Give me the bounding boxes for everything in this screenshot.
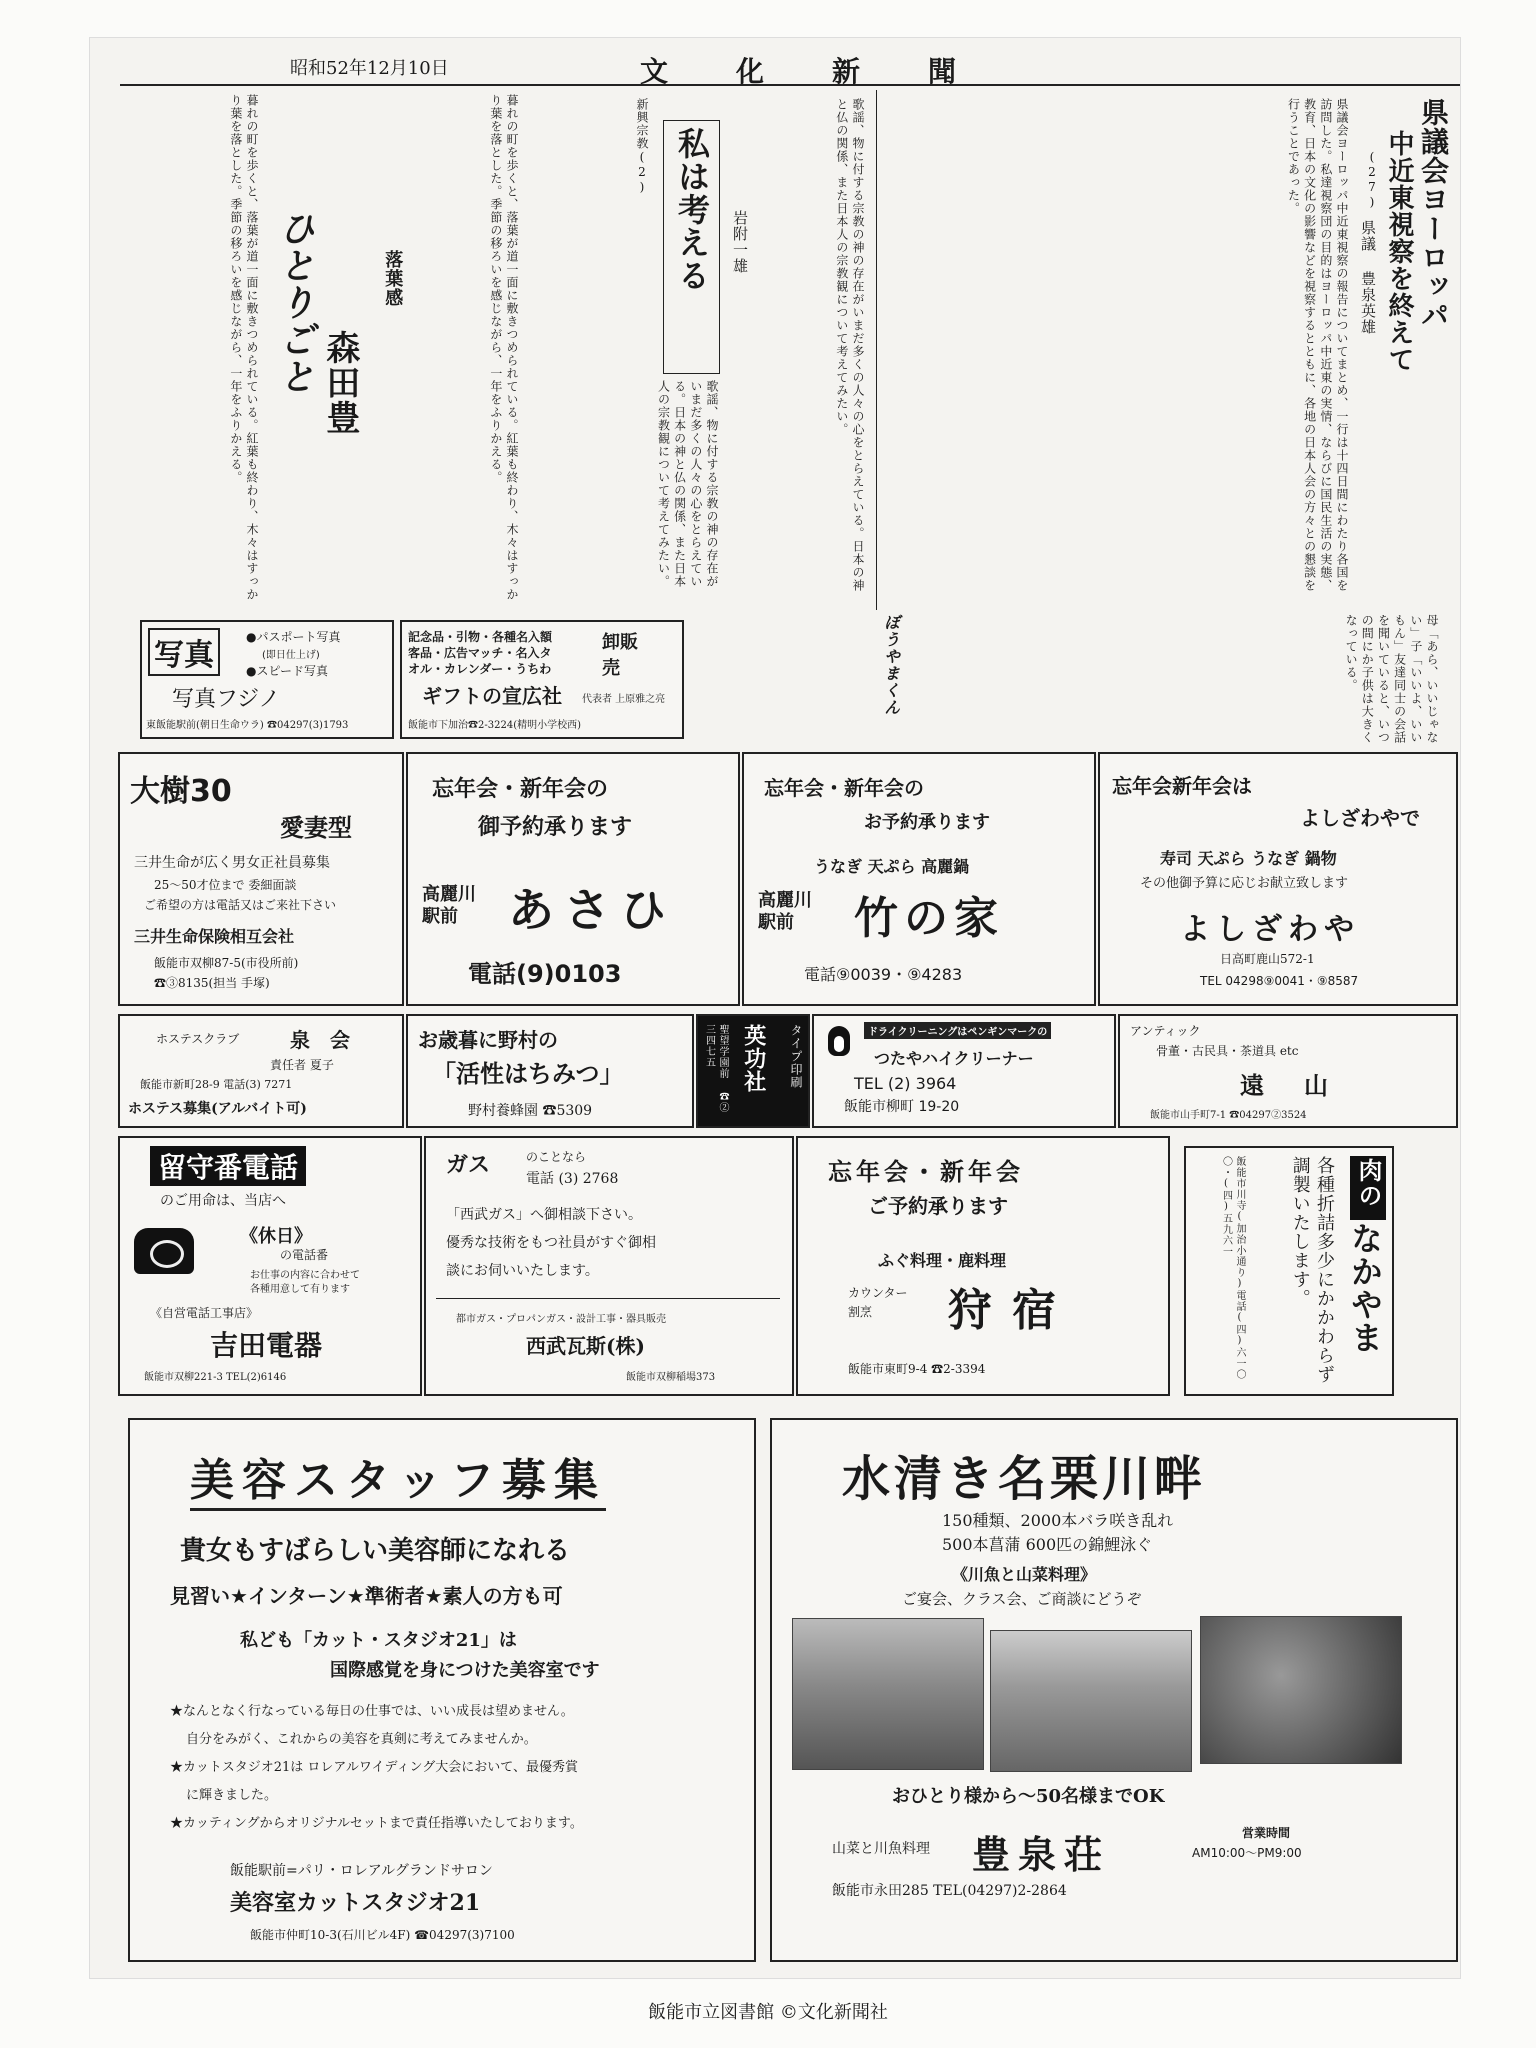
article2-body: 歌謡、物に付する宗教の神の存在がいまだ多くの人々の心をとらえている。日本の神と仏の関係、また日本人の宗教観について考えてみたい。 (834, 98, 865, 592)
hosenso-hours-label: 営業時間 (1242, 1826, 1291, 1840)
nakayama-logo-top: 肉の (1350, 1156, 1386, 1220)
cutstudio-name: 美容室カットスタジオ21 (230, 1890, 481, 1916)
nomura-company: 野村養蜂園 ☎5309 (468, 1103, 593, 1119)
eikosha-name: 英功社 (740, 1024, 767, 1093)
page-header (120, 44, 1460, 86)
yoshizawaya-line-2: よしざわやで (1300, 806, 1420, 830)
photo-address: 東飯能駅前(朝日生命ウラ) ☎04297(3)1793 (146, 720, 349, 731)
photo-item-3: ●スピード写真 (246, 664, 328, 678)
yoshida-note-1: お仕事の内容に合わせて (250, 1270, 360, 1281)
poem-body: 母「あら、いいじゃない」子「いいよ、いいもん」友達同士の会話を聞いていると、いつの間にか子供は大きくなっている。 (1344, 614, 1439, 744)
tsutaya-address: 飯能市柳町 19-20 (844, 1099, 960, 1115)
ad-niku-nakayama (1184, 1146, 1394, 1396)
gift-line-3: オル・カレンダー・うちわ (408, 662, 552, 676)
izumi-address: 飯能市新町28-9 電話(3) 7271 (140, 1078, 293, 1091)
hosenso-line-1: 150種類、2000本バラ咲き乱れ (942, 1511, 1174, 1530)
izumi-name: 泉会 (290, 1028, 370, 1052)
gift-name: ギフトの宣広社 (422, 684, 562, 708)
nomura-product: 「活性はちみつ」 (432, 1059, 624, 1088)
ad-cut-studio-21 (128, 1418, 756, 1962)
gift-tag: 卸販売 (602, 632, 638, 679)
masthead: 文化新聞 (640, 55, 1025, 88)
article1-title: 県議会ヨーロッパ (1417, 98, 1450, 330)
mitsui-address: 飯能市双柳87-5(市役所前) (154, 956, 299, 970)
hosenso-line-5: おひとり様から〜50名様までOK (892, 1786, 1165, 1807)
ad-yoshizawaya (1098, 752, 1458, 1006)
photo-shop-name: 写真フジノ (172, 687, 281, 712)
cutstudio-address: 飯能市仲町10-3(石川ビル4F) ☎04297(3)7100 (250, 1928, 515, 1942)
kariyado-sub: カウンター割烹 (848, 1286, 908, 1320)
asahi-tel: 電話(9)0103 (468, 960, 622, 988)
izumi-label: ホステスクラブ (156, 1032, 240, 1046)
takenoya-tel: 電話⑨0039・⑨4283 (804, 965, 963, 984)
ad-yoshida-denki (118, 1136, 422, 1396)
footer-credit: 飯能市立図書館 ©文化新聞社 (648, 2002, 888, 2023)
column-logo-bottom: 森田豊 (319, 330, 360, 435)
ad-nomura-honey (406, 1014, 694, 1128)
column-logo-top: ひとりごと (273, 210, 316, 395)
ad-seibu-gas (424, 1136, 794, 1396)
hosenso-address: 飯能市永田285 TEL(04297)2-2864 (832, 1883, 1067, 1899)
ad-hosenso (770, 1418, 1458, 1962)
yoshida-shop-label: 《自営電話工事店》 (150, 1306, 259, 1320)
seibu-tel: 電話 (3) 2768 (526, 1171, 619, 1187)
hosenso-label: 山菜と川魚料理 (832, 1841, 930, 1857)
seibu-divider (436, 1298, 780, 1299)
mitsui-line-1: 三井生命が広く男女正社員募集 (134, 855, 330, 871)
hosenso-hours: AM10:00〜PM9:00 (1192, 1846, 1302, 1860)
cutstudio-line-4: 国際感覚を身につけた美容室です (330, 1660, 600, 1681)
article2-title: 私は考える (663, 120, 720, 374)
article1-subtitle: 中近東視察を終えて (1384, 130, 1414, 373)
column-body-left: 暮れの町を歩くと、落葉が道一面に敷きつめられている。紅葉も終わり、木々はすっかり葉を落とした。季節の移ろいを感じながら、一年をふりかえる。 (228, 94, 259, 601)
cutstudio-line-2: 見習い★インターン★準術者★素人の方も可 (170, 1584, 563, 1608)
cutstudio-bullet-3: ★カットスタジオ21は ロレアルワイディング大会において、最優秀賞 (170, 1760, 578, 1775)
seibu-head2: のことなら (526, 1150, 587, 1164)
asahi-line-1: 忘年会・新年会の (432, 776, 609, 802)
tsutaya-tel: TEL (2) 3964 (854, 1074, 957, 1093)
hosenso-title: 水清き名栗川畔 (842, 1451, 1207, 1507)
mitsui-tel: ☎③8135(担当 手塚) (154, 976, 270, 990)
article1-body: 県議会ヨーロッパ中近東視察の報告についてまとめ、一行は十四日間にわたり各国を訪問した。私達視察団の目的はヨーロッパ中近東の実情、ならびに国民生活の実態、教育、日本の文化の影響などを視察するとともに、各地の日本人会の方々との懇談を行うことであった。 (1286, 98, 1349, 592)
yoshizawaya-tel: TEL 04298⑨0041・⑨8587 (1200, 974, 1359, 988)
eikosha-service: タイプ印刷 (789, 1024, 803, 1089)
ad-gift-senkosha (400, 620, 684, 739)
seibu-title: ガス (446, 1152, 491, 1178)
mitsui-line-2: 25〜50才位まで 委細面談 (154, 878, 297, 892)
seibu-address: 飯能市双柳稲場373 (626, 1372, 716, 1383)
ad-tsutaya-cleaner (812, 1014, 1116, 1128)
cutstudio-line-1: 貴女もすばらしい美容師になれる (180, 1536, 571, 1566)
hosenso-line-4: ご宴会、クラス会、ご商談にどうぞ (902, 1590, 1142, 1608)
yoshizawaya-menu: 寿司 天ぷら うなぎ 鍋物 (1160, 849, 1337, 868)
mitsui-title: 大樹30 (130, 774, 232, 809)
gift-line-2: 客品・広告マッチ・名入タ (408, 646, 552, 660)
ad-eikosha (696, 1014, 810, 1128)
yoshida-line-1: のご用命は、当店へ (160, 1193, 286, 1209)
photo-item-2: (即日仕上げ) (262, 650, 320, 661)
cutstudio-salon: 飯能駅前=パリ・ロレアルグランドサロン (230, 1863, 493, 1879)
gift-address: 飯能市下加治☎2-3224(精明小学校西) (408, 720, 581, 731)
toyama-name: 遠山 (1240, 1071, 1368, 1100)
cutstudio-bullet-2: 自分をみがく、これからの美容を真剣に考えてみませんか。 (186, 1732, 537, 1747)
ad-asahi (406, 752, 740, 1006)
cutstudio-title: 美容スタッフ募集 (190, 1444, 606, 1511)
kariyado-menu: ふぐ料理・鹿料理 (878, 1251, 1007, 1270)
hosenso-photo-garden (990, 1630, 1192, 1772)
kariyado-name: 狩宿 (948, 1285, 1076, 1336)
yoshida-title: 留守番電話 (150, 1146, 306, 1186)
takenoya-station: 高麗川駅前 (758, 890, 812, 933)
column-title: 落葉感 (382, 250, 404, 307)
yoshizawaya-menu2: その他御予算に応じお献立致します (1140, 876, 1349, 891)
article2-author: 岩附一雄 (731, 210, 749, 274)
ad-toyama-antique (1118, 1014, 1458, 1128)
nakayama-body: 各種折詰多少にかかわらず調製いたします。 (1289, 1156, 1335, 1384)
asahi-name: あさひ (508, 883, 676, 937)
hosenso-name: 豊泉荘 (972, 1832, 1111, 1877)
seibu-line-1: 「西武ガス」へ御相談下さい。 (446, 1207, 642, 1223)
yoshida-address: 飯能市双柳221-3 TEL(2)6146 (144, 1372, 287, 1383)
photo-logo: 写真 (148, 628, 220, 676)
column-divider (876, 90, 877, 610)
article2-body-cont: 歌謡、物に付する宗教の神の存在がいまだ多くの人々の心をとらえている。日本の神と仏の関係、また日本人の宗教観について考えてみたい。 (656, 380, 719, 588)
kariyado-line-2: ご予約承ります (868, 1194, 1008, 1218)
seibu-line-3: 談にお伺いいたします。 (446, 1263, 599, 1279)
yoshizawaya-line-1: 忘年会新年会は (1112, 774, 1252, 798)
hosenso-line-2: 500本菖蒲 600匹の錦鯉泳ぐ (942, 1535, 1153, 1554)
hosenso-photo-building (792, 1618, 984, 1770)
takenoya-name: 竹の家 (854, 893, 1004, 944)
tsutaya-banner: ドライクリーニングはペンギンマークの (864, 1022, 1051, 1039)
nakayama-logo: なかやま (1346, 1222, 1384, 1354)
article2-kicker: 新興宗教(2) (635, 98, 649, 195)
article-europe-report (880, 90, 1460, 610)
seibu-line-2: 優秀な技術をもつ社員がすぐ御相 (446, 1235, 656, 1251)
yoshida-holiday: 《休日》 (240, 1226, 312, 1247)
article1-author: 県議 豊泉英雄 (1359, 220, 1377, 335)
cutstudio-bullet-1: ★なんとなく行なっている毎日の仕事では、いい成長は望めません。 (170, 1704, 574, 1719)
eikosha-address: 聖望学園前 ☎②三四七五 (703, 1024, 728, 1113)
mitsui-line-3: ご希望の方は電話又はご来社下さい (144, 898, 337, 912)
mitsui-company: 三井生命保険相互会社 (134, 927, 295, 946)
penguin-icon (828, 1026, 850, 1056)
asahi-line-2: 御予約承ります (478, 814, 633, 840)
ad-kariyado (796, 1136, 1170, 1396)
takenoya-line-1: 忘年会・新年会の (764, 776, 924, 800)
izumi-manager: 責任者 夏子 (270, 1058, 334, 1072)
yoshizawaya-address: 日高町鹿山572-1 (1220, 952, 1315, 966)
hosenso-line-3: 《川魚と山菜料理》 (952, 1565, 1097, 1584)
takenoya-line-2: お予約承ります (864, 812, 990, 833)
takenoya-menu: うなぎ 天ぷら 高麗鍋 (814, 857, 970, 876)
kariyado-address: 飯能市東町9-4 ☎2-3394 (848, 1362, 986, 1376)
article1-series: (27) (1365, 150, 1379, 210)
hosenso-photo-pond (1200, 1616, 1402, 1764)
issue-date: 昭和52年12月10日 (290, 58, 449, 79)
seibu-services: 都市ガス・プロパンガス・設計工事・器具販売 (456, 1314, 666, 1325)
izumi-recruit: ホステス募集(アルバイト可) (128, 1101, 307, 1117)
asahi-station: 高麗川駅前 (422, 884, 476, 927)
poem-title: ぼうやまくん (881, 614, 901, 716)
mitsui-subtitle: 愛妻型 (280, 813, 352, 842)
yoshizawaya-name: よしざわや (1180, 912, 1360, 947)
ad-photo-fujino (140, 620, 394, 739)
ad-takenoya (742, 752, 1096, 1006)
seibu-name: 西武瓦斯(株) (526, 1334, 645, 1358)
cutstudio-bullet-5: ★カッティングからオリジナルセットまで責任指導いたしております。 (170, 1816, 583, 1831)
gift-line-1: 記念品・引物・各種名入額 (408, 630, 553, 644)
cutstudio-bullet-4: に輝きました。 (186, 1788, 278, 1803)
article-religion (520, 90, 870, 610)
tsutaya-name: つたやハイクリーナー (874, 1049, 1034, 1068)
nakayama-address: 飯能市川寺(加治小通り)電話(四)六一〇〇・(四)五九六一 (1220, 1156, 1245, 1380)
column-hitorigoto (130, 90, 520, 610)
column-body: 暮れの町を歩くと、落葉が道一面に敷きつめられている。紅葉も終わり、木々はすっかり葉を落とした。季節の移ろいを感じながら、一年をふりかえる。 (488, 94, 519, 601)
nomura-line-1: お歳暮に野村の (418, 1028, 558, 1052)
toyama-items: 骨董・古民具・茶道具 etc (1156, 1044, 1299, 1058)
toyama-label: アンティック (1130, 1024, 1201, 1038)
toyama-address: 飯能市山手町7-1 ☎04297②3524 (1150, 1110, 1307, 1121)
photo-item-1: ●パスポート写真 (246, 630, 341, 644)
cutstudio-line-3: 私ども「カット・スタジオ21」は (240, 1630, 517, 1651)
gift-rep: 代表者 上原雅之亮 (582, 694, 666, 705)
poem-section (880, 610, 1460, 750)
yoshida-holiday2: の電話番 (280, 1248, 329, 1262)
yoshida-name: 吉田電器 (210, 1329, 323, 1362)
ad-izumi-club (118, 1014, 404, 1128)
kariyado-line-1: 忘年会・新年会 (828, 1157, 1024, 1186)
ad-mitsui-life (118, 752, 404, 1006)
yoshida-note-2: 各種用意して有ります (250, 1284, 350, 1295)
telephone-icon (134, 1228, 194, 1274)
